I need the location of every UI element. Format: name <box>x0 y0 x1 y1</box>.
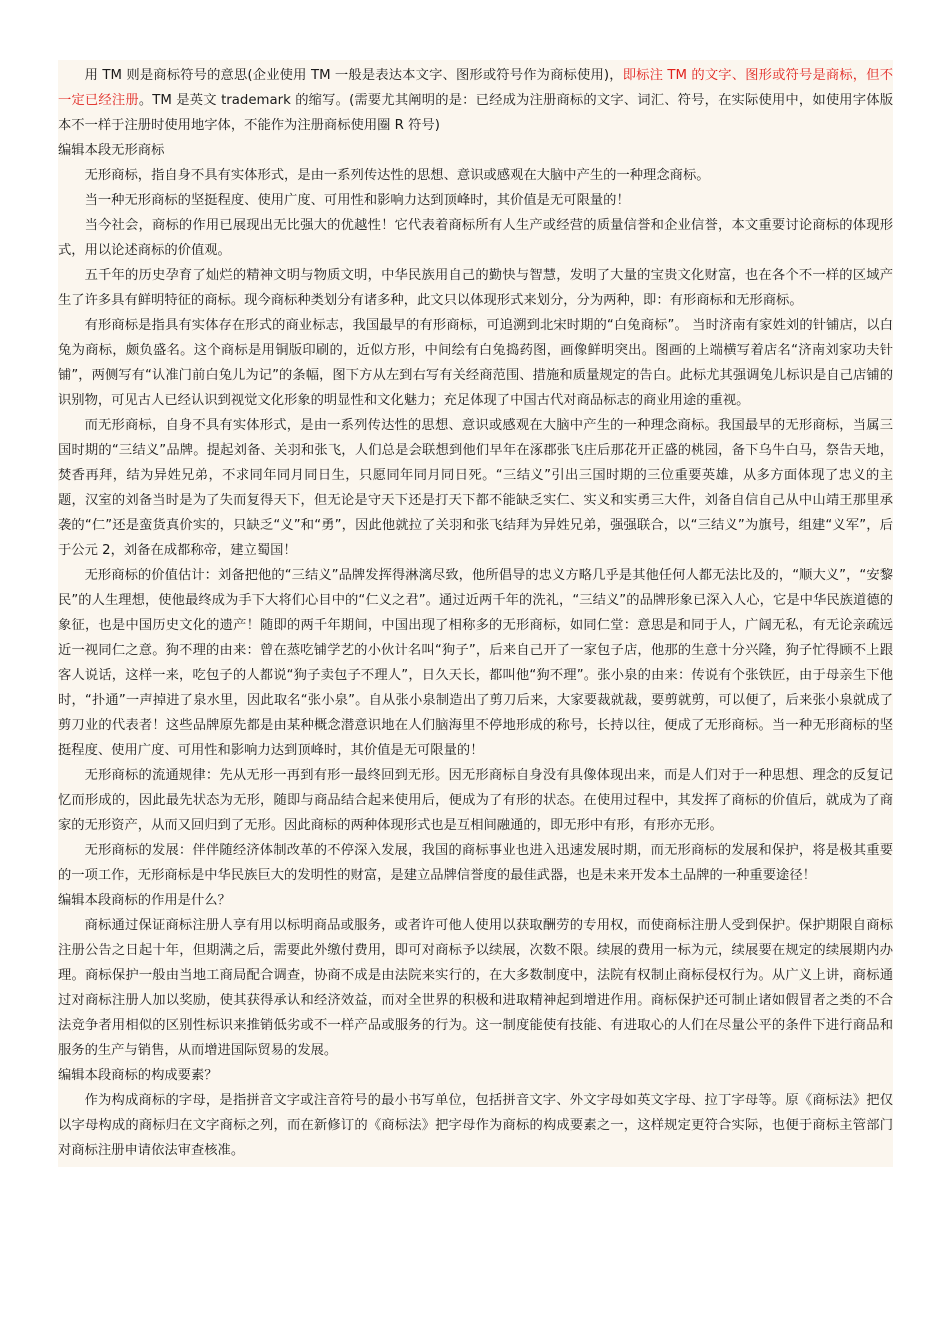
intro-paragraph <box>58 63 893 138</box>
paragraph: 无形商标，指自身不具有实体形式，是由一系列传达性的思想、意识或感观在大脑中产生的一种理念商标。 <box>84 168 710 183</box>
paragraph: 当今社会，商标的作用已展现出无比强大的优越性！它代表着商标所有人生产或经营的质量信誉和企业信誉，本文重要讨论商标的体现形式，用以论述商标的价值观。 <box>58 218 893 258</box>
paragraph: 无形商标的价值估计：刘备把他的“三结义”品牌发挥得淋漓尽致，他所倡导的忠义方略几乎是其他任何人都无法比及的，“顺大义”，“安黎民”的人生理想，使他最终成为手下大将们心目中的“仁义之君”。通过近两千年的洗礼，“三结义”的品牌形象已深入人心，它是中华民族道德的象征，也是中国历史文化的遗产！随即的两千年期间，中国出现了相称多的无形商标，如同仁堂：意思是和同于人，广阔无私，有无论亲疏远近一视同仁之意。狗不理的由来：曾在蒸吃铺学艺的小伙计名叫“狗子”，后来自己开了一家包子店，他那的生意十分兴隆，狗子忙得顾不上跟客人说话，这样一来，吃包子的人都说“狗子卖包子不理人”，日久天长，都叫他“狗不理”。张小泉的由来：传说有个张铁匠，由于母亲生下他时，“扑通”一声掉进了泉水里，因此取名“张小泉”。自从张小泉制造出了剪刀后来，大家要裁就裁，要剪就剪，可以便了，后来张小泉就成了剪刀业的代表者！这些品牌原先都是由某种概念潜意识地在人们脑海里不停地形成的称号，长持以往，便成了无形商标。当一种无形商标的坚挺程度、使用广度、可用性和影响力达到顶峰时，其价值是无可限量的！ <box>58 568 893 758</box>
paragraph: 五千年的历史孕育了灿烂的精神文明与物质文明，中华民族用自己的勤快与智慧，发明了大量的宝贵文化财富，也在各个不一样的区域产生了许多具有鲜明特征的商标。现今商标种类划分有诸多种，此文只以体现形式来划分，分为两种，即：有形商标和无形商标。 <box>58 268 893 308</box>
intro-text-b: 。TM 是英文 trademark 的缩写。(需要尤其阐明的是：已经成为注册商标的文字、词汇、符号，在实际使用中，如使用字体版本不一样于注册时使用地字体，不能作为注册商标使用圈 R 符号) <box>58 93 893 133</box>
paragraph: 商标通过保证商标注册人享有用以标明商品或服务，或者许可他人使用以获取酬劳的专用权，而使商标注册人受到保护。保护期限自商标注册公告之日起十年，但期满之后，需要此外缴付费用，即可对商标予以续展，次数不限。续展的费用一标为元，续展要在规定的续展期内办理。商标保护一般由当地工商局配合调查，协商不成是由法院来实行的，在大多数制度中，法院有权制止商标侵权行为。从广义上讲，商标通过对商标注册人加以奖励，使其获得承认和经济效益，而对全世界的积极和进取精神起到增进作用。商标保护还可制止诸如假冒者之类的不合法竞争者用相似的区别性标识来推销低劣或不一样产品或服务的行为。这一制度能使有技能、有进取心的人们在尽量公平的条件下进行商品和服务的生产与销售，从而增进国际贸易的发展。 <box>58 918 893 1058</box>
paragraph: 当一种无形商标的坚挺程度、使用广度、可用性和影响力达到顶峰时，其价值是无可限量的！ <box>84 193 630 208</box>
paragraph: 有形商标是指具有实体存在形式的商业标志，我国最早的有形商标，可追溯到北宋时期的“白兔商标”。 当时济南有家姓刘的针铺店，以白兔为商标，颇负盛名。这个商标是用铜版印刷的，近似方形，中间绘有白兔捣药图，画像鲜明突出。图画的上端横写着店名“济南刘家功夫针铺”，两侧写有“认准门前白兔儿为记”的条幅，图下方从左到右写有关经商范围、措施和质量规定的告白。此标尤其强调兔儿标识是自己店铺的识别物，可见古人已经认识到视觉文化形象的明显性和文化魅力；充足体现了中国古代对商品标志的商业用途的重视。 <box>58 318 893 408</box>
paragraph: 无形商标的发展：伴伴随经济体制改革的不停深入发展，我国的商标事业也进入迅速发展时期，而无形商标的发展和保护，将是极其重要的一项工作，无形商标是中华民族巨大的发明性的财富，是建立品牌信誉度的最佳武器，也是未来开发本土品牌的一种重要途径！ <box>58 843 893 883</box>
paragraph: 无形商标的流通规律：先从无形一再到有形一最终回到无形。因无形商标自身没有具像体现出来，而是人们对于一种思想、理念的反复记忆而形成的，因此最先状态为无形，随即与商品结合起来使用后，便成为了有形的状态。在使用过程中，其发挥了商标的价值后，就成为了商家的无形资产，从而又回归到了无形。因此商标的两种体现形式也是互相间融通的，即无形中有形，有形亦无形。 <box>58 768 893 833</box>
document-page <box>58 60 893 1167</box>
paragraph: 而无形商标，自身不具有实体形式，是由一系列传达性的思想、意识或感观在大脑中产生的一种理念商标。我国最早的无形商标，当属三国时期的“三结义”品牌。提起刘备、关羽和张飞，人们总是会联想到他们早年在涿郡张飞庄后那花开正盛的桃园，备下乌牛白马，祭告天地，焚香再拜，结为异姓兄弟，不求同年同月同日生，只愿同年同月同日死。“三结义”引出三国时期的三位重要英雄，从多方面体现了忠义的主题，汉室的刘备当时是为了失而复得天下，但无论是守天下还是打天下都不能缺乏实仁、实义和实勇三大件，刘备自信自己从中山靖王那里承袭的“仁”还是蛮货真价实的，只缺乏“义”和“勇”，因此他就拉了关羽和张飞结拜为异姓兄弟，强强联合，以“三结义”为旗号，组建“义军”，后于公元 2，刘备在成都称帝，建立蜀国！ <box>58 418 893 558</box>
section-heading-intangible-trademark: 编辑本段无形商标 <box>58 143 165 158</box>
paragraph: 作为构成商标的字母，是指拼音文字或注音符号的最小书写单位，包括拼音文字、外文字母如英文字母、拉丁字母等。原《商标法》把仅以字母构成的商标归在文字商标之列，而在新修订的《商标法》把字母作为商标的构成要素之一，这样规定更符合实际，也便于商标主管部门对商标注册申请依法审查核准。 <box>58 1093 893 1158</box>
section-heading-trademark-elements: 编辑本段商标的构成要素？ <box>58 1068 218 1083</box>
intro-highlight-red: 即标注 TM 的文字、图形或符号是商标，但不一定已经注册 <box>58 68 893 108</box>
intro-text-a: 用 TM 则是商标符号的意思(企业使用 TM 一般是表达本文字、图形或符号作为商标使用)， <box>84 68 623 83</box>
section-heading-trademark-function: 编辑本段商标的作用是什么？ <box>58 893 231 908</box>
